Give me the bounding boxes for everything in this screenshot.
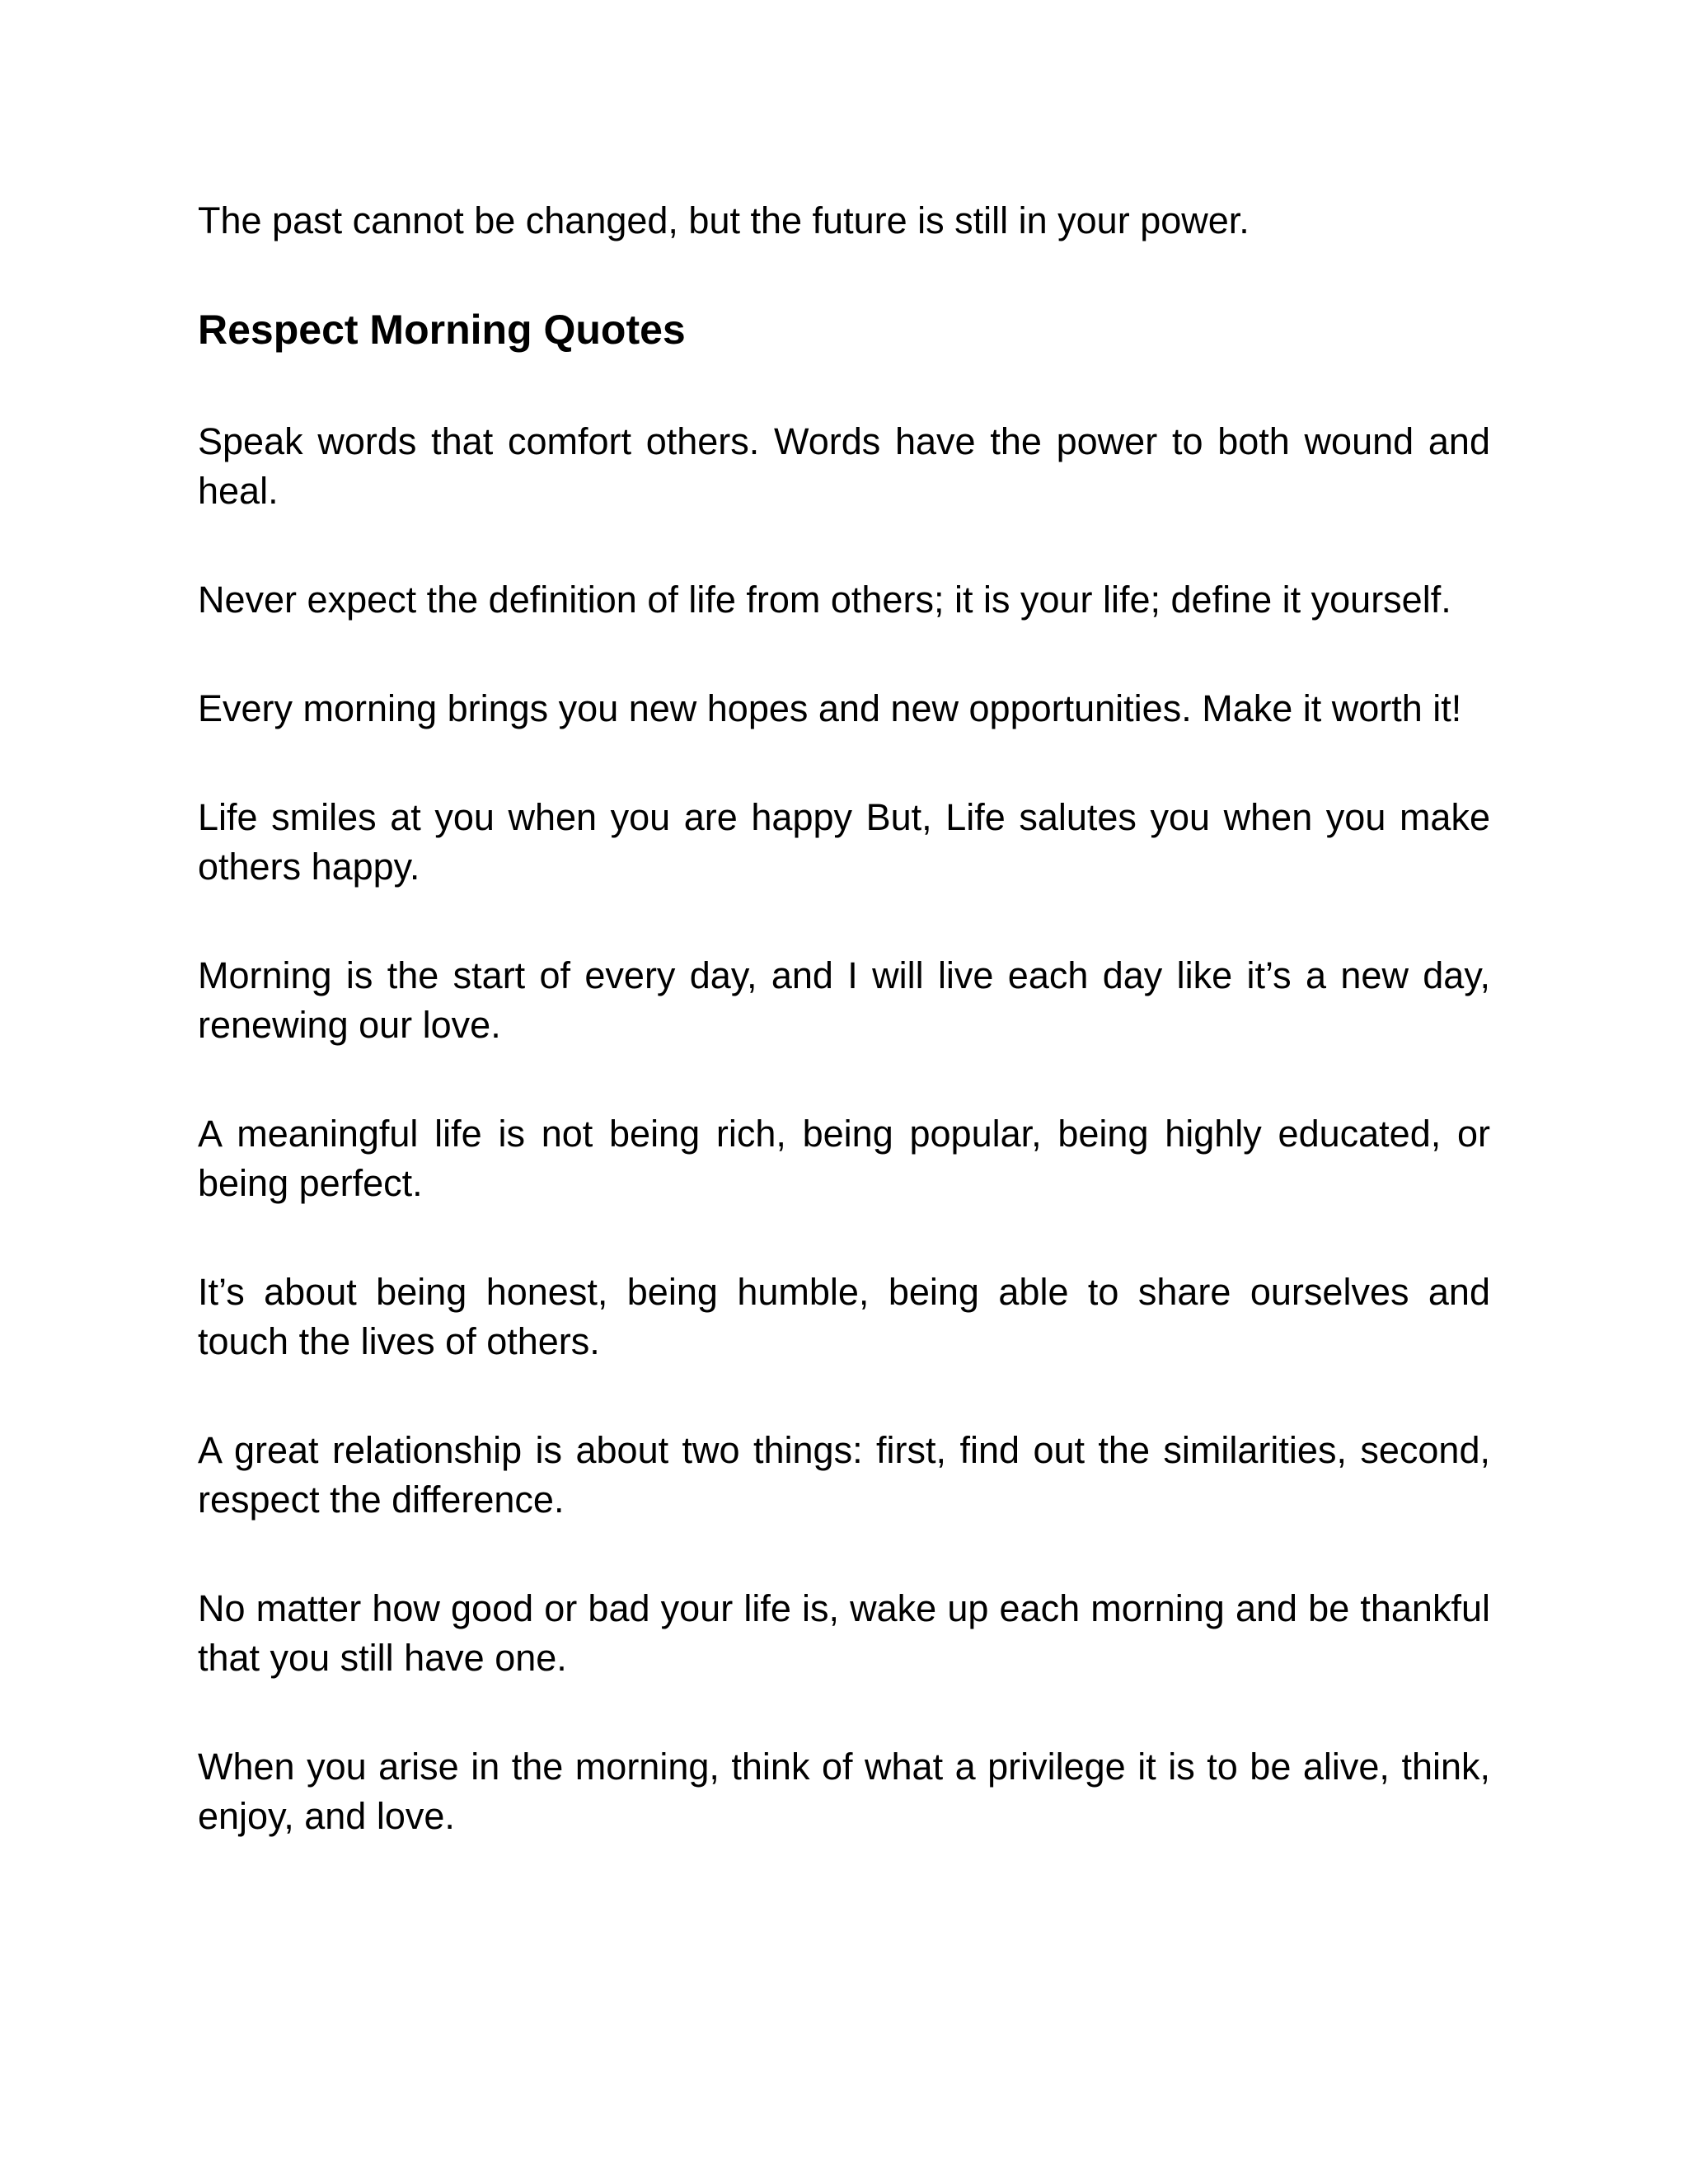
quote-paragraph: When you arise in the morning, think of what a privilege it is to be alive, think, enjoy, and love.	[198, 1746, 1490, 1837]
quote-paragraph: Every morning brings you new hopes and new opportunities. Make it worth it!	[198, 687, 1462, 729]
quote-paragraph: Speak words that comfort others. Words have the power to both wound and heal.	[198, 420, 1490, 512]
quote-list	[198, 417, 1490, 1841]
section-heading: Respect Morning Quotes	[198, 307, 686, 353]
document-content	[198, 196, 1490, 1900]
quote-paragraph: It’s about being honest, being humble, being able to share ourselves and touch the lives of others.	[198, 1271, 1490, 1362]
quote-paragraph: Never expect the definition of life from others; it is your life; define it yourself.	[198, 579, 1451, 621]
quote-paragraph: A meaningful life is not being rich, being popular, being highly educated, or being perfect.	[198, 1113, 1490, 1204]
intro-paragraph: The past cannot be changed, but the future is still in your power.	[198, 199, 1250, 241]
quote-paragraph: No matter how good or bad your life is, wake up each morning and be thankful that you still have one.	[198, 1587, 1490, 1679]
quote-paragraph: Morning is the start of every day, and I will live each day like it’s a new day, renewing our love.	[198, 954, 1490, 1046]
quote-paragraph: Life smiles at you when you are happy But, Life salutes you when you make others happy.	[198, 796, 1490, 888]
quote-paragraph: A great relationship is about two things: first, find out the similarities, second, respect the difference.	[198, 1429, 1490, 1521]
